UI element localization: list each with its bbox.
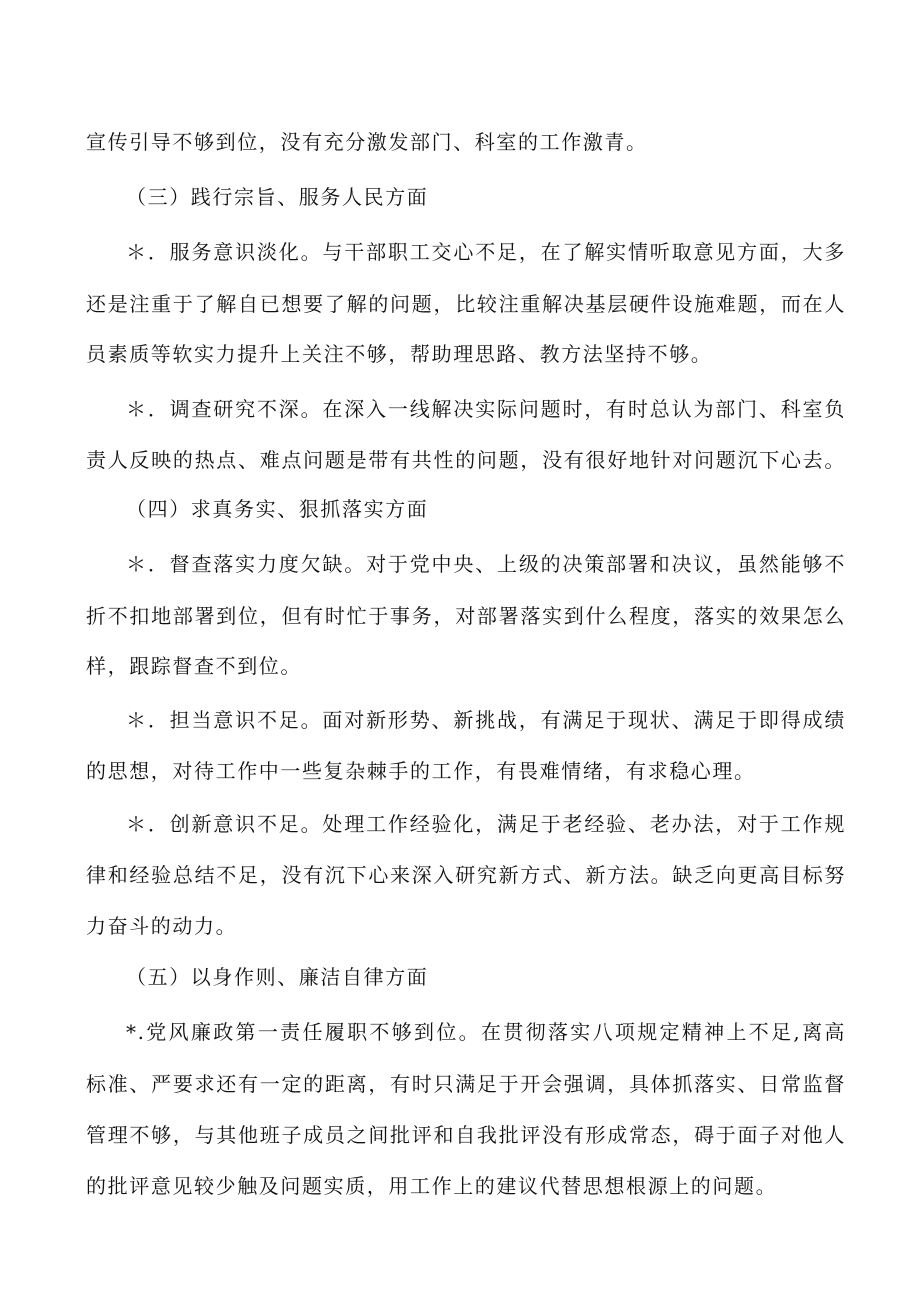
text-line: 责人反映的热点、难点问题是带有共性的问题，没有很好地针对问题沉下心去。 (86, 448, 846, 472)
text-line: 律和经验总结不足，没有沉下心来深入研究新方式、新方法。缺乏向更高目标努 (86, 863, 846, 887)
text-line: 标准、严要求还有一定的距离，有时只满足于开会强调，具体抓落实、日常监督 (86, 1072, 846, 1096)
text-line: ＊．服务意识淡化。与干部职工交心不足，在了解实情听取意见方面，大多 (126, 240, 846, 264)
text-line: *.党风廉政第一责任履职不够到位。在贯彻落实八项规定精神上不足,离高 (126, 1020, 846, 1044)
text-line: 的批评意见较少触及问题实质，用工作上的建议代替思想根源上的问题。 (86, 1174, 778, 1198)
text-line: ＊．担当意识不足。面对新形势、新挑战，有满足于现状、满足于即得成绩 (126, 708, 846, 732)
text-line: 样，跟踪督查不到位。 (86, 654, 302, 678)
section-heading-4: （四）求真务实、狠抓落实方面 (126, 497, 429, 521)
text-line: 的思想，对待工作中一些复杂棘手的工作，有畏难情绪，有求稳心理。 (86, 759, 756, 783)
text-line: ＊．调查研究不深。在深入一线解决实际问题时，有时总认为部门、科室负 (126, 397, 846, 421)
section-heading-3: （三）践行宗旨、服务人民方面 (126, 185, 429, 209)
section-heading-5: （五）以身作则、廉洁自律方面 (126, 965, 429, 989)
text-line: 管理不够，与其他班子成员之间批评和自我批评没有形成常态，碍于面子对他人 (86, 1123, 846, 1147)
text-line: 宣传引导不够到位，没有充分激发部门、科室的工作激青。 (86, 130, 648, 154)
text-line: 员素质等软实力提升上关注不够，帮助理思路、教方法坚持不够。 (86, 342, 713, 366)
text-line: 折不扣地部署到位，但有时忙于事务，对部署落实到什么程度，落实的效果怎么 (86, 604, 846, 628)
text-line: 力奋斗的动力。 (86, 914, 238, 938)
text-line: ＊．创新意识不足。处理工作经验化，满足于老经验、老办法，对于工作规 (126, 812, 846, 836)
text-line: 还是注重于了解自已想要了解的问题，比较注重解决基层硬件设施难题，而在人 (86, 292, 846, 316)
text-line: ＊．督查落实力度欠缺。对于党中央、上级的决策部署和决议，虽然能够不 (126, 552, 846, 576)
